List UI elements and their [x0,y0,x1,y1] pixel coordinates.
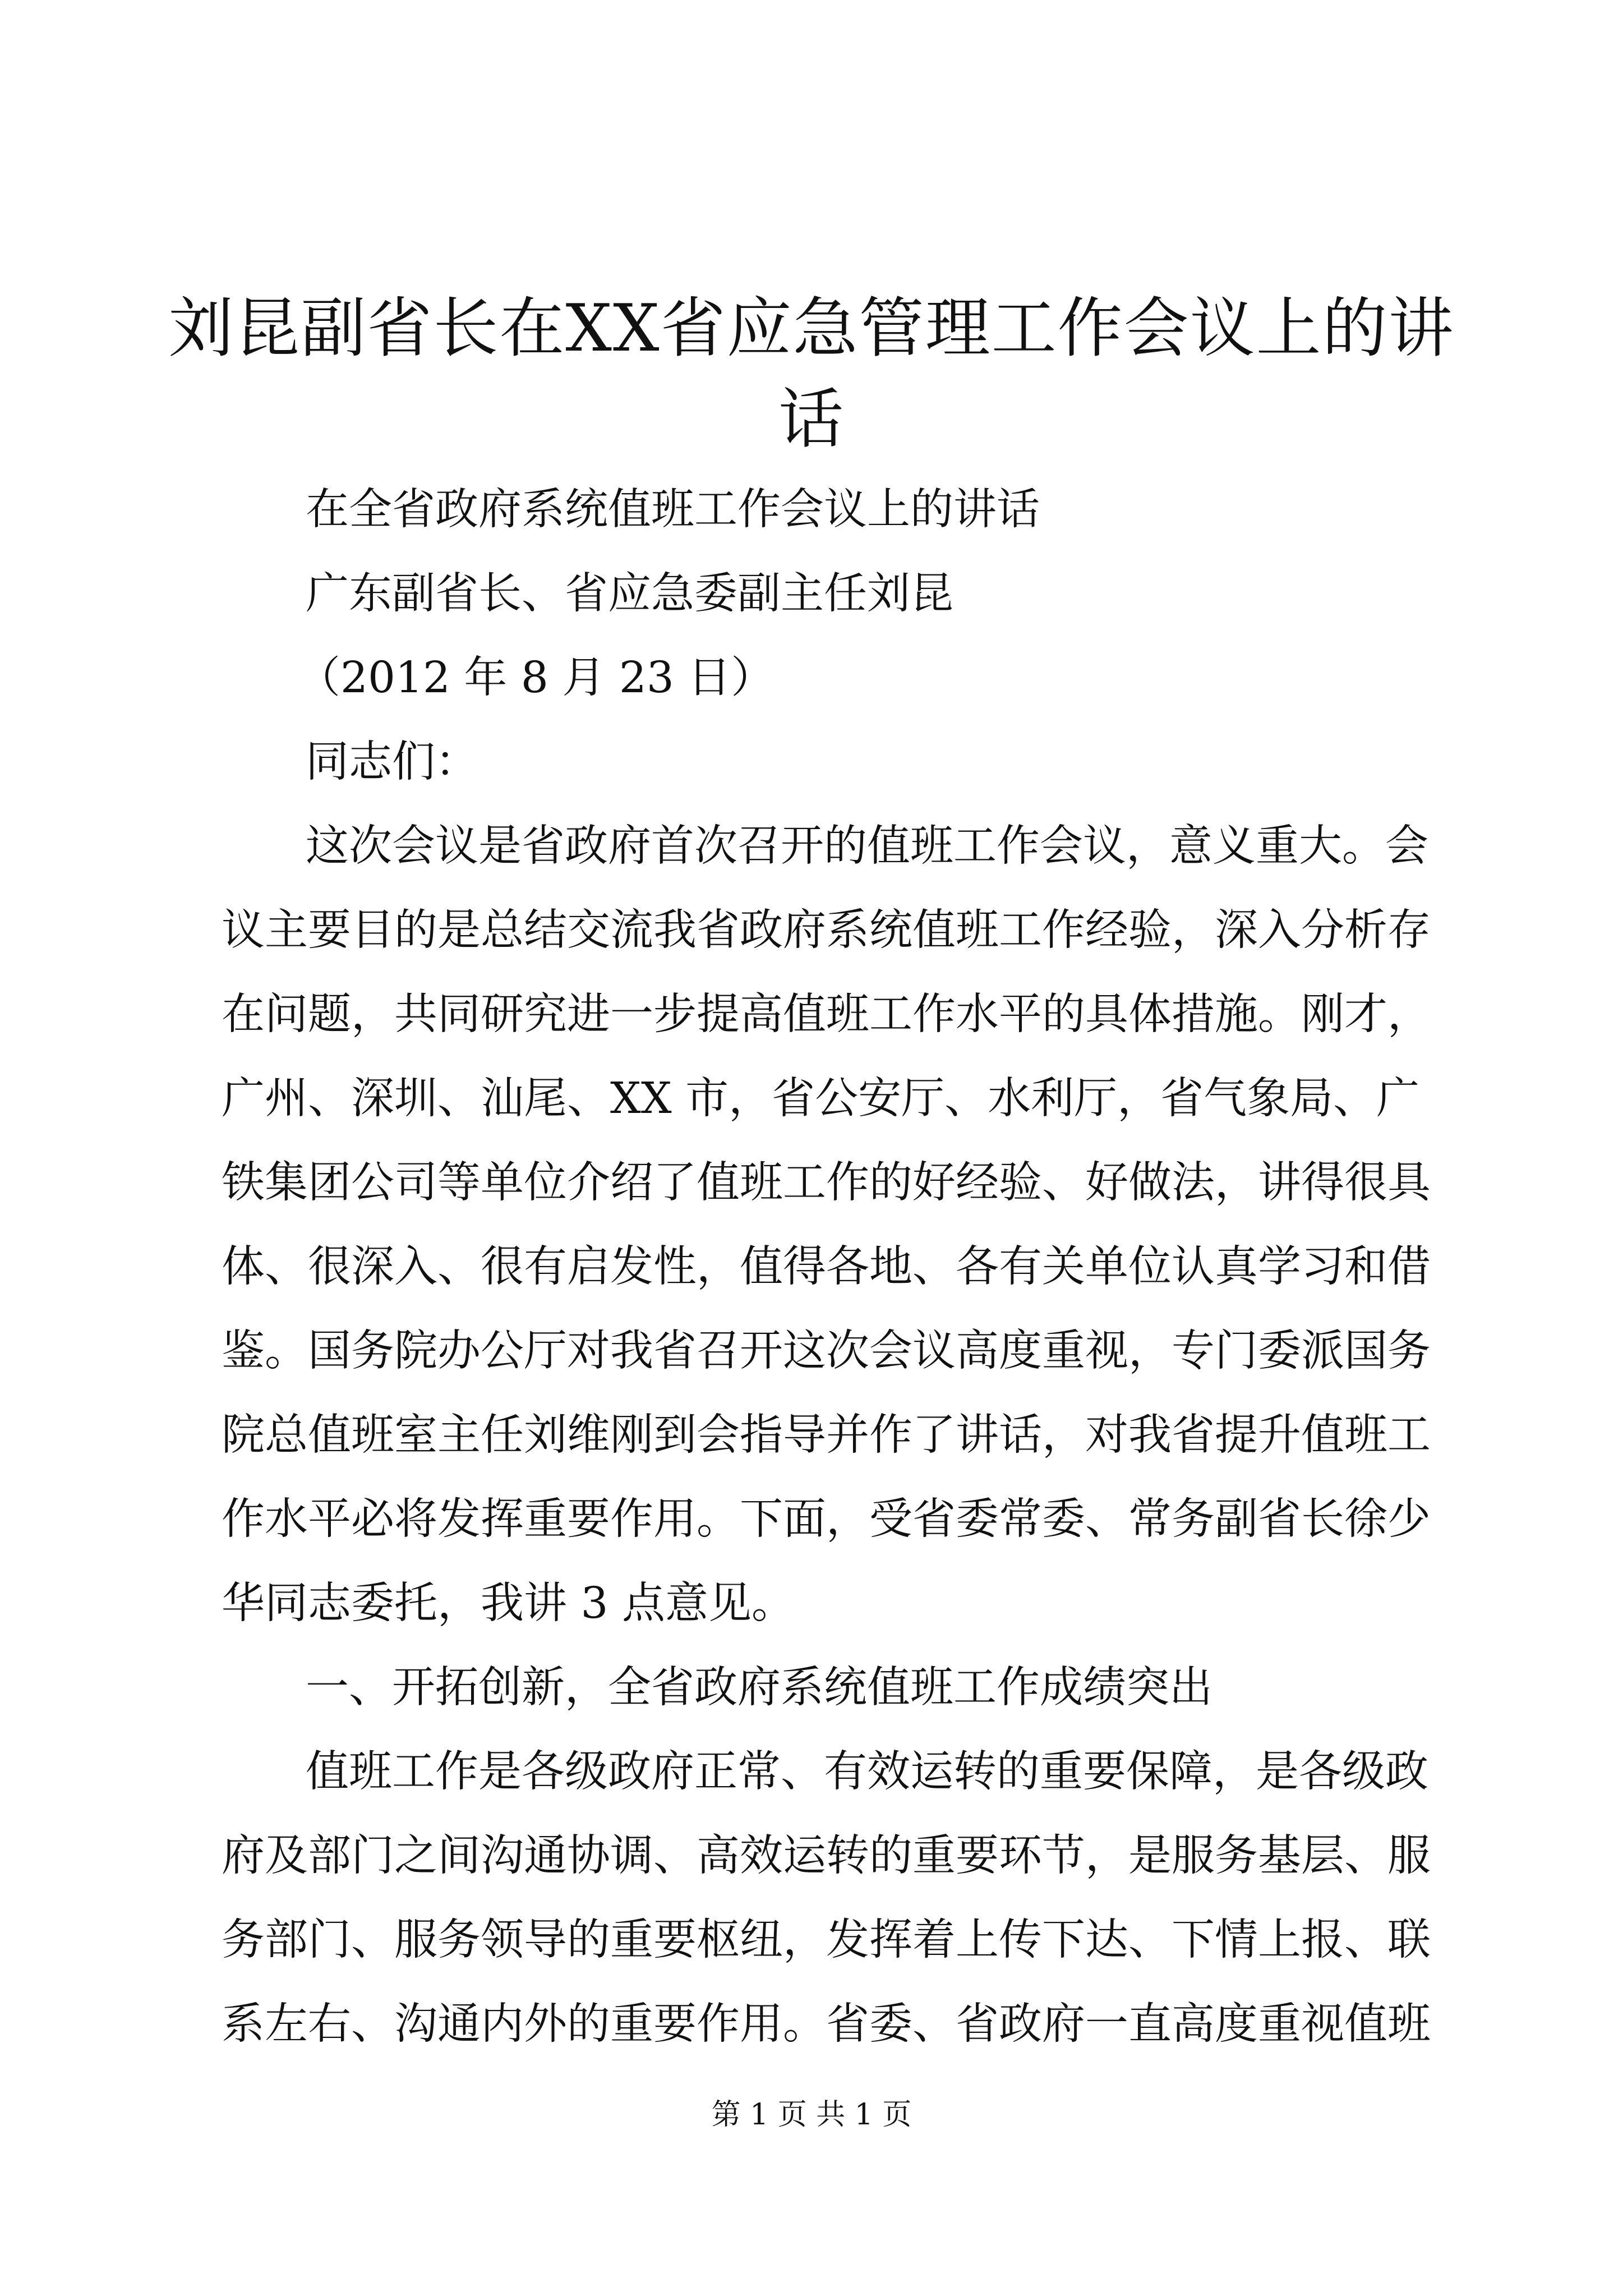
paragraph-line: 府及部门之间沟通协调、高效运转的重要环节，是服务基层、服 [222,1831,1431,1881]
speaker-line: 广东副省长、省应急委副主任刘昆 [306,569,953,619]
page-footer: 第 1 页 共 1 页 [711,2098,912,2132]
paragraph-line: 广州、深圳、汕尾、XX 市，省公安厅、水利厅，省气象局、广 [222,1074,1420,1124]
title-line-2: 话 [778,381,845,457]
paragraph-line: 作水平必将发挥重要作用。下面，受省委常委、常务副省长徐少 [222,1494,1431,1544]
paragraph-line: 系左右、沟通内外的重要作用。省委、省政府一直高度重视值班 [222,1999,1431,2049]
paragraph-intro [222,804,1431,1646]
paragraph-line: 院总值班室主任刘维刚到会指导并作了讲话，对我省提升值班工 [222,1410,1431,1460]
paragraph-line: 鉴。国务院办公厅对我省召开这次会议高度重视，专门委派国务 [222,1326,1431,1376]
paragraph-section-1 [222,1730,1431,2067]
paragraph-line: 务部门、服务领导的重要枢纽，发挥着上传下达、下情上报、联 [222,1915,1431,1965]
paragraph-line: 体、很深入、很有启发性，值得各地、各有关单位认真学习和借 [222,1242,1431,1292]
paragraph-line: 铁集团公司等单位介绍了值班工作的好经验、好做法，讲得很具 [222,1158,1431,1208]
paragraph-line: 在问题，共同研究进一步提高值班工作水平的具体措施。刚才， [222,990,1431,1039]
title-line-1: 刘昆副省长在XX省应急管理工作会议上的讲 [168,291,1455,366]
paragraph-line: 议主要目的是总结交流我省政府系统值班工作经验，深入分析存 [222,905,1431,955]
paragraph-line: 这次会议是省政府首次召开的值班工作会议，意义重大。会 [306,821,1428,871]
paragraph-line: 值班工作是各级政府正常、有效运转的重要保障，是各级政 [306,1747,1428,1797]
paragraph-line: 华同志委托，我讲 3 点意见。 [222,1579,795,1628]
salutation: 同志们： [306,737,478,787]
speech-subtitle: 在全省政府系统值班工作会议上的讲话 [306,485,1040,535]
section-heading-1: 一、开拓创新，全省政府系统值班工作成绩突出 [306,1663,1212,1713]
speech-date: （2012 年 8 月 23 日） [297,653,774,703]
document-title [168,283,1455,465]
